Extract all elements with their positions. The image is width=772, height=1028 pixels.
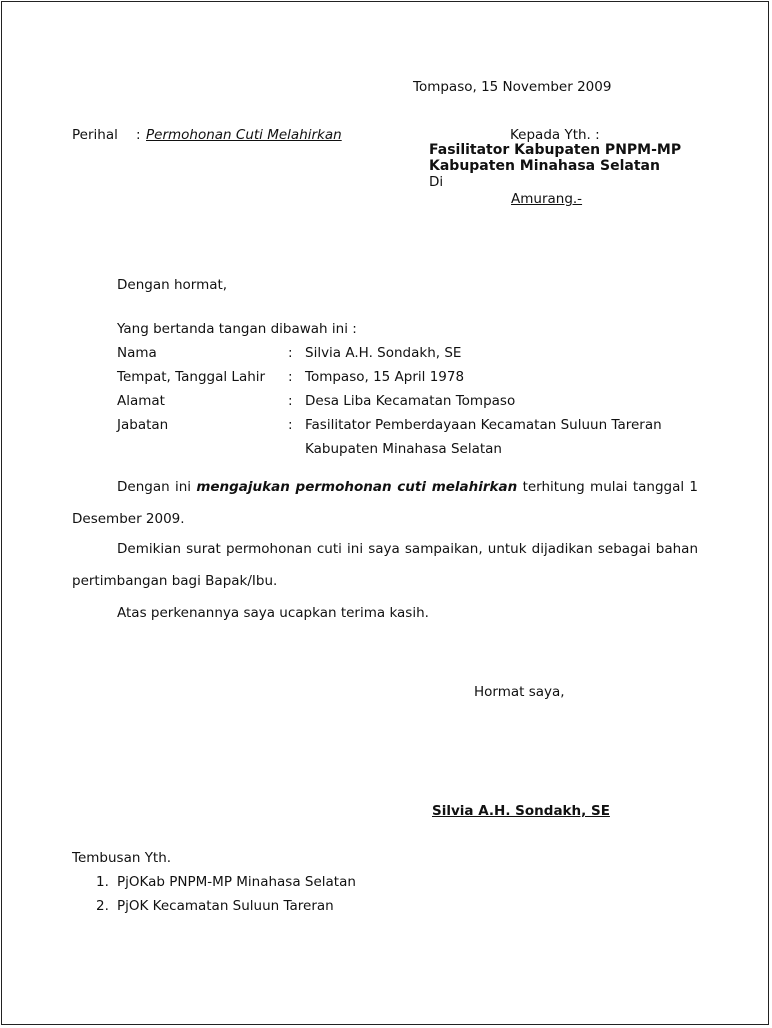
cc-title: Tembusan Yth.	[72, 850, 172, 866]
paragraph-thanks: Atas perkenannya saya ucapkan terima kasih.	[117, 605, 429, 621]
field-value-alamat: Desa Liba Kecamatan Tompaso	[305, 393, 516, 409]
paragraph-request-pre: Dengan ini	[117, 479, 192, 495]
recipient-line2: Kabupaten Minahasa Selatan	[429, 158, 660, 174]
field-colon: :	[288, 369, 293, 385]
paragraph-request	[72, 471, 698, 535]
field-label-nama: Nama	[117, 345, 157, 361]
field-colon: :	[288, 417, 293, 433]
cc-item-number: 2.	[96, 898, 109, 914]
cc-item-text: PjOK Kecamatan Suluun Tareran	[117, 898, 334, 914]
intro-text: Yang bertanda tangan dibawah ini :	[117, 321, 357, 337]
field-value-jabatan: Fasilitator Pemberdayaan Kecamatan Suluun Tareran	[305, 417, 662, 433]
paragraph-closing	[72, 533, 698, 597]
cc-item-number: 1.	[96, 874, 109, 890]
field-colon: :	[288, 393, 293, 409]
subject-value: Permohonan Cuti Melahirkan	[146, 127, 342, 143]
subject-label: Perihal	[72, 127, 118, 143]
greeting: Dengan hormat,	[117, 277, 228, 293]
field-label-ttl: Tempat, Tanggal Lahir	[117, 369, 266, 385]
field-value-nama: Silvia A.H. Sondakh, SE	[305, 345, 462, 361]
recipient-kepada: Kepada Yth. :	[510, 127, 600, 143]
place-date: Tompaso, 15 November 2009	[413, 79, 612, 95]
field-value-jabatan-line2: Kabupaten Minahasa Selatan	[305, 441, 502, 457]
field-label-alamat: Alamat	[117, 393, 165, 409]
paragraph-request-post: terhitung mulai tanggal 1 Desember 2009.	[72, 479, 698, 527]
recipient-location: Amurang.-	[511, 191, 583, 207]
recipient-line1: Fasilitator Kabupaten PNPM-MP	[429, 142, 682, 158]
recipient-di: Di	[429, 174, 444, 190]
cc-item-text: PjOKab PNPM-MP Minahasa Selatan	[117, 874, 356, 890]
paragraph-request-emphasis: mengajukan permohonan cuti melahirkan	[196, 479, 518, 495]
closing-salutation: Hormat saya,	[474, 684, 565, 700]
field-colon: :	[288, 345, 293, 361]
signer-name: Silvia A.H. Sondakh, SE	[432, 803, 610, 819]
subject-colon: :	[136, 127, 141, 143]
paragraph-closing-text: Demikian surat permohonan cuti ini saya sampaikan, untuk dijadikan sebagai bahan pertimbangan bagi Bapak/Ibu.	[72, 541, 698, 589]
field-label-jabatan: Jabatan	[117, 417, 169, 433]
field-value-ttl: Tompaso, 15 April 1978	[305, 369, 465, 385]
